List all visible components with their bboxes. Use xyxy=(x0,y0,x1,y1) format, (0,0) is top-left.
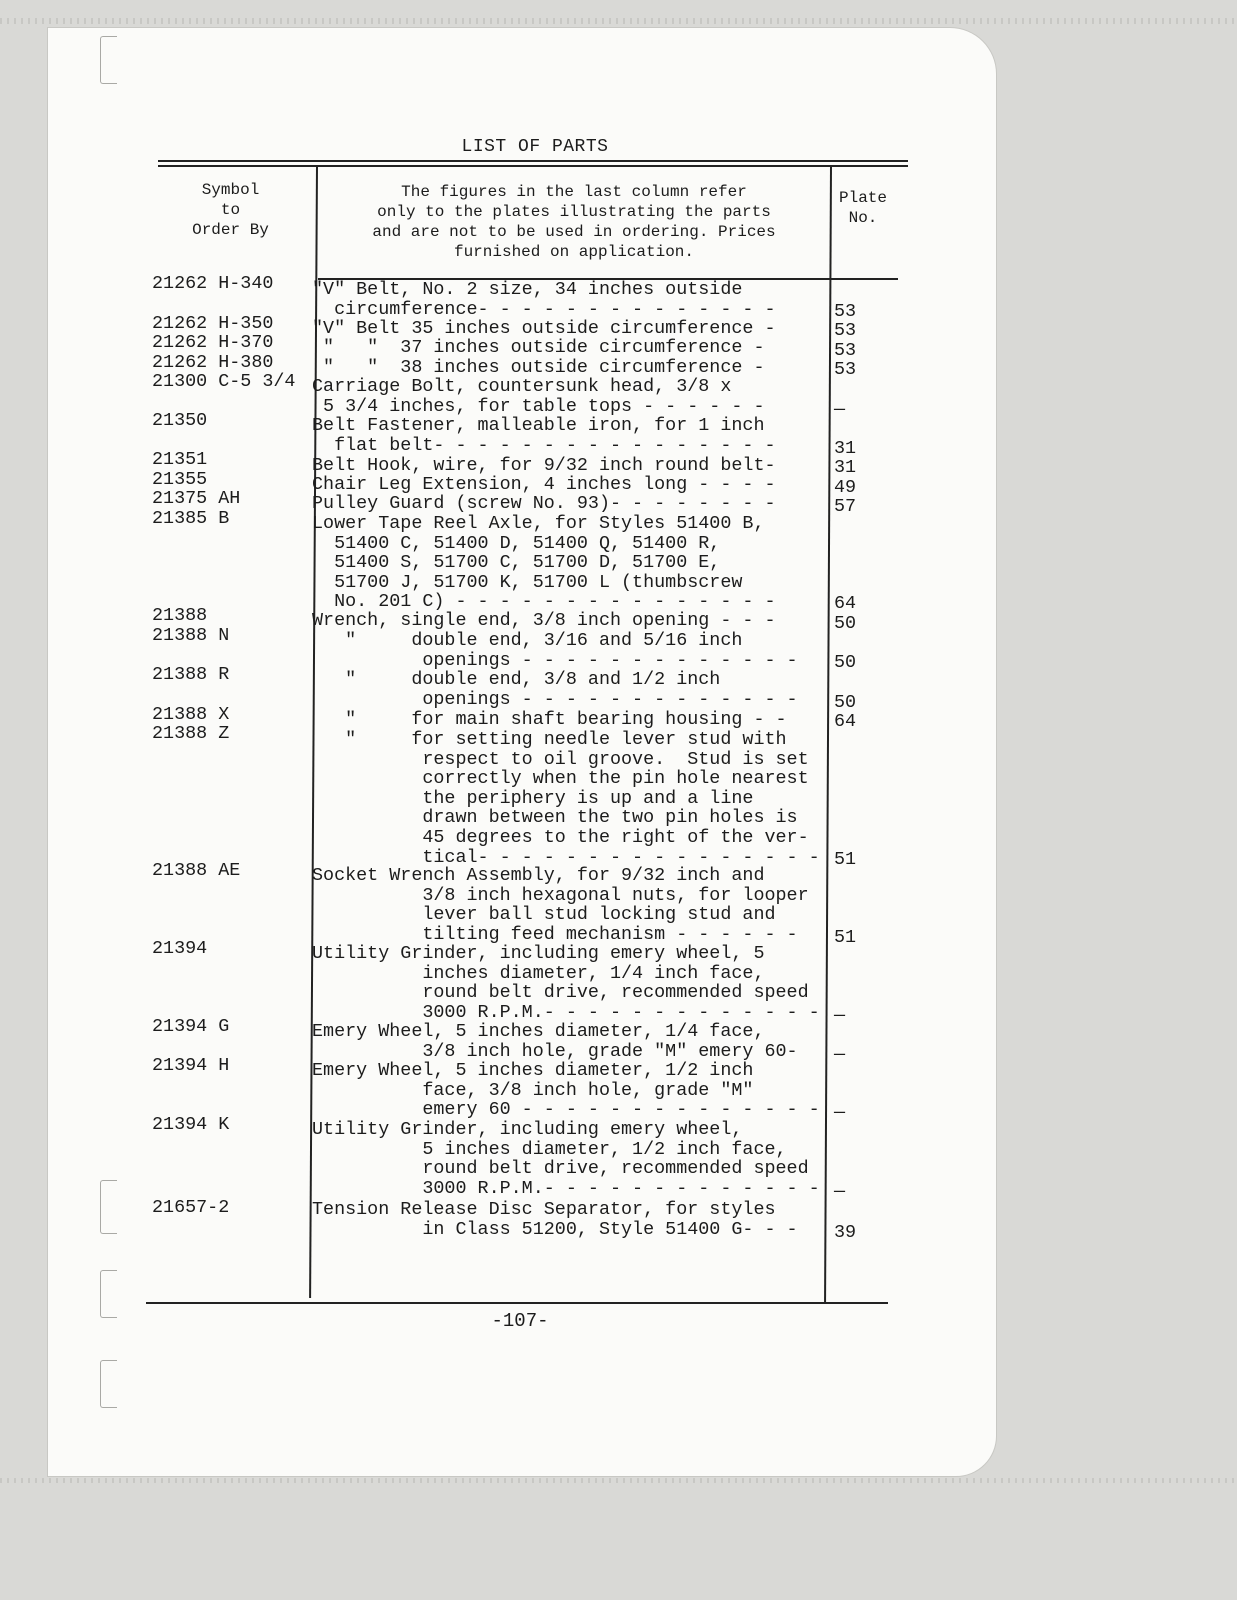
plate-number: 64 xyxy=(834,593,857,615)
plate-number: 51 xyxy=(834,926,857,948)
part-symbol: 21350 xyxy=(152,410,208,431)
part-description: Emery Wheel, 5 inches diameter, 1/2 inch face, 3/8 inch hole, grade "M" emery 60 - - - - - - - - - - - - - - xyxy=(312,1060,820,1121)
plate-number: 57 xyxy=(834,496,857,517)
part-description: Utility Grinder, including emery wheel, 5 inches diameter, 1/4 inch face, round belt drive, recommended speed 3000 R.P.M.- - - - - - - - - - - - - xyxy=(312,943,820,1023)
part-description: Carriage Bolt, countersunk head, 3/8 x 5 3/4 inches, for table tops - - - - - - xyxy=(312,376,765,417)
plate-number: 53 xyxy=(834,359,857,380)
note-header-line: only to the plates illustrating the parts xyxy=(377,203,771,221)
note-column-header xyxy=(318,182,830,262)
plate-number: 31 xyxy=(834,437,857,459)
part-symbol: 21300 C-5 3/4 xyxy=(152,371,296,392)
note-header-line: The figures in the last column refer xyxy=(401,183,747,201)
plate-number: — xyxy=(834,1102,846,1124)
part-description: "V" Belt, No. 2 size, 34 inches outside circumference- - - - - - - - - - - - - - xyxy=(312,279,776,320)
plate-number: — xyxy=(834,1180,846,1202)
part-description: Socket Wrench Assembly, for 9/32 inch and 3/8 inch hexagonal nuts, for looper lever ball stud locking stud and tilting feed mechanism - - - - - - xyxy=(312,865,809,945)
part-description: " double end, 3/8 and 1/2 inch openings - - - - - - - - - - - - - xyxy=(345,669,798,710)
plate-number: 53 xyxy=(834,340,857,361)
plate-header-line: Plate xyxy=(838,189,887,207)
plate-number: 53 xyxy=(834,320,857,341)
part-symbol: 21388 AE xyxy=(152,860,241,881)
part-description: " for main shaft bearing housing - - xyxy=(312,709,787,730)
binder-hole-mark xyxy=(100,1180,117,1234)
part-description: Utility Grinder, including emery wheel, 5 inches diameter, 1/2 inch face, round belt drive, recommended speed 3000 R.P.M.- - - - - - - - - - - - - xyxy=(312,1119,820,1199)
page-number: -107- xyxy=(491,1310,549,1332)
plate-number: 50 xyxy=(834,691,857,713)
part-symbol: 21388 Z xyxy=(152,723,230,744)
table-top-rule xyxy=(158,160,908,162)
symbol-header-line: Order By xyxy=(192,221,269,239)
plate-header-line: No. xyxy=(848,209,878,227)
plate-number: 51 xyxy=(834,848,857,870)
plate-number: 50 xyxy=(834,613,857,634)
part-description: Emery Wheel, 5 inches diameter, 1/4 face, 3/8 inch hole, grade "M" emery 60- xyxy=(312,1021,798,1062)
note-header-line: furnished on application. xyxy=(453,243,695,261)
plate-number: 64 xyxy=(834,711,857,732)
symbol-column-header xyxy=(158,180,303,240)
plate-number: 53 xyxy=(834,300,857,322)
page-title: LIST OF PARTS xyxy=(461,137,609,157)
part-symbol: 21262 H-370 xyxy=(152,332,274,353)
part-description: " double end, 3/16 and 5/16 inch openings - - - - - - - - - - - - - xyxy=(345,630,798,671)
part-description: Chair Leg Extension, 4 inches long - - - - xyxy=(312,474,776,495)
part-description: Tension Release Disc Separator, for styles in Class 51200, Style 51400 G- - - xyxy=(312,1199,798,1240)
binder-hole-mark xyxy=(100,1270,117,1318)
note-header-line: and are not to be used in ordering. Prices xyxy=(372,223,776,241)
part-symbol: 21262 H-380 xyxy=(152,352,274,373)
part-description: "V" Belt 35 inches outside circumference - xyxy=(312,318,776,339)
symbol-header-line: to xyxy=(220,201,241,219)
part-symbol: 21394 xyxy=(152,938,208,959)
plate-number: 31 xyxy=(834,457,857,478)
part-symbol: 21657-2 xyxy=(152,1197,230,1218)
binder-hole-mark xyxy=(100,36,117,84)
part-description: Belt Fastener, malleable iron, for 1 inch flat belt- - - - - - - - - - - - - - - - xyxy=(312,415,776,456)
part-symbol: 21262 H-350 xyxy=(152,313,274,334)
table-bottom-rule xyxy=(146,1302,888,1304)
plate-number: 49 xyxy=(834,477,857,498)
part-symbol: 21394 H xyxy=(152,1055,230,1076)
scan-noise-bottom xyxy=(0,1478,1237,1483)
plate-column-header xyxy=(832,188,894,228)
part-description: Belt Hook, wire, for 9/32 inch round belt- xyxy=(312,455,776,476)
part-description: " for setting needle lever stud with respect to oil groove. Stud is set correctly when the pin hole nearest the periphery is up and a line drawn between the two pin holes is 45 degrees to the right of the ver- tical- - - - - - - - - - - - - - - - xyxy=(345,729,820,868)
plate-number: — xyxy=(834,1043,846,1065)
part-symbol: 21262 H-340 xyxy=(152,273,274,294)
part-symbol: 21351 xyxy=(152,449,208,470)
binder-hole-mark xyxy=(100,1360,117,1408)
part-description: " " 38 inches outside circumference - xyxy=(312,357,765,378)
part-symbol: 21388 R xyxy=(152,664,230,685)
part-symbol: 21388 N xyxy=(152,625,230,646)
plate-number: 50 xyxy=(834,651,857,673)
part-symbol: 21375 AH xyxy=(152,488,241,509)
part-description: Wrench, single end, 3/8 inch opening - - - xyxy=(312,610,776,631)
part-description: " " 37 inches outside circumference - xyxy=(312,337,765,358)
symbol-header-line: Symbol xyxy=(201,181,260,199)
plate-number: 39 xyxy=(834,1221,857,1243)
part-symbol: 21388 xyxy=(152,605,208,626)
part-symbol: 21388 X xyxy=(152,704,230,725)
plate-number: — xyxy=(834,398,846,420)
part-symbol: 21394 K xyxy=(152,1114,230,1135)
table-top-rule-second xyxy=(158,165,908,167)
scan-noise-top xyxy=(0,18,1237,24)
part-description: Lower Tape Reel Axle, for Styles 51400 B, 51400 C, 51400 D, 51400 Q, 51400 R, 51400 S, 51700 C, 51700 D, 51700 E, 51700 J, 51700 K, 51700 L (thumbscrew No. 201 C) - - - - - - - - - - - - - - - xyxy=(312,513,776,613)
part-symbol: 21355 xyxy=(152,469,208,490)
part-symbol: 21385 B xyxy=(152,508,230,529)
part-description: Pulley Guard (screw No. 93)- - - - - - - - xyxy=(312,493,776,514)
part-symbol: 21394 G xyxy=(152,1016,230,1037)
plate-number: — xyxy=(834,1004,846,1026)
